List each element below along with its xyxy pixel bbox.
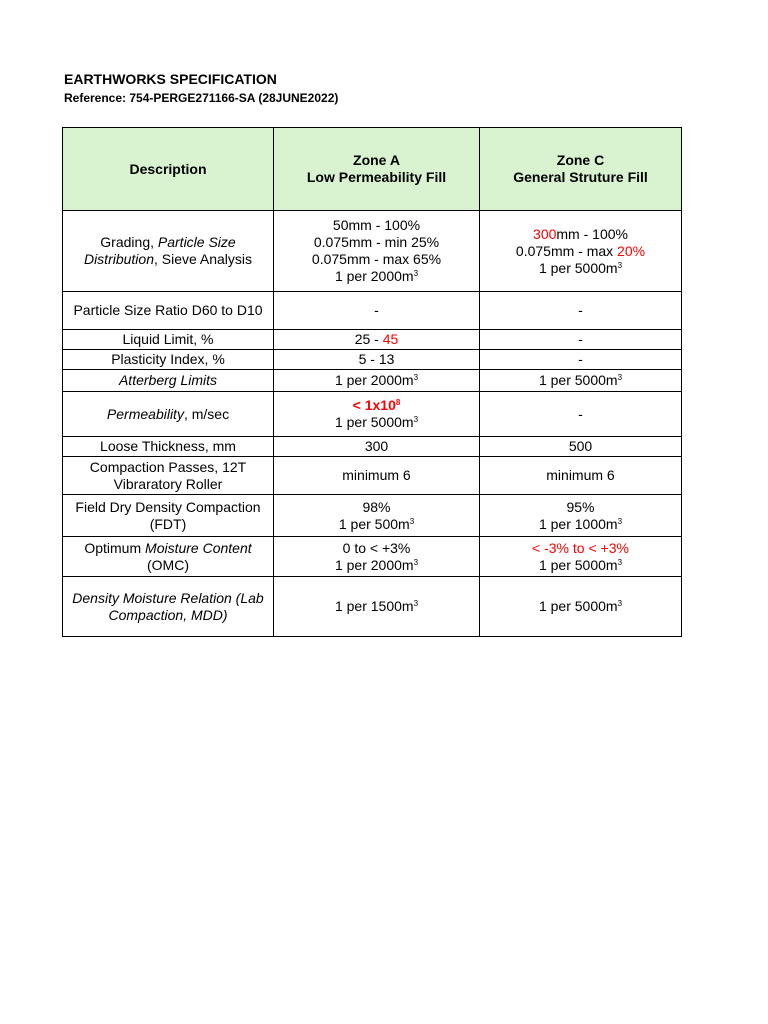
grading-desc-part4: , Sieve Analysis (153, 251, 253, 267)
table-row-grading (63, 211, 682, 292)
header-description-label: Description (129, 160, 207, 177)
table-row-omc (63, 537, 682, 577)
loose-desc: Loose Thickness, mm (100, 438, 236, 454)
ratio-zone-a: - (374, 302, 379, 318)
fdt-desc-line2: (FDT) (149, 515, 187, 532)
cell-atterberg-description (63, 370, 274, 392)
cell-omc-description (63, 537, 274, 577)
loose-zone-c: 500 (568, 438, 593, 454)
cell-loose-description (63, 437, 274, 457)
header-zone-c (480, 128, 682, 211)
table-row-ratio (63, 292, 682, 330)
cell-ratio-zone-a (274, 292, 480, 330)
mdd-desc-line1: Density Moisture Relation (Lab (72, 589, 264, 606)
compaction-desc-line2: Vibraratory Roller (113, 475, 223, 492)
grading-zone-c-max-highlight: 20% (617, 242, 646, 259)
omc-zone-a-range: 0 to < +3% (342, 539, 411, 556)
table-row-fdt (63, 495, 682, 537)
liquid-zone-a-max-highlight: 45 (382, 331, 399, 347)
grading-zone-c-line2: 0.075mm - max (515, 242, 618, 259)
cell-fdt-description (63, 495, 274, 537)
permeability-zone-a-frequency-sup: 3 (413, 415, 419, 424)
grading-desc-part3: Distribution (83, 251, 154, 267)
fdt-zone-a-frequency-sup: 3 (409, 516, 415, 526)
cell-plasticity-zone-c (480, 350, 682, 370)
grading-zone-c-line1-rest: mm - 100% (556, 225, 628, 242)
cell-omc-zone-a (274, 537, 480, 577)
cell-compaction-zone-c (480, 457, 682, 495)
plasticity-zone-c: - (578, 351, 583, 367)
fdt-zone-a-value: 98% (362, 498, 391, 515)
permeability-zone-a-frequency: 1 per 5000m (334, 414, 414, 430)
cell-plasticity-zone-a (274, 350, 480, 370)
table-header-row (63, 128, 682, 211)
cell-grading-description (63, 211, 274, 292)
header-description (63, 128, 274, 211)
cell-loose-zone-a (274, 437, 480, 457)
plasticity-zone-a: 5 - 13 (358, 351, 395, 367)
omc-zone-c-frequency-sup: 3 (617, 557, 623, 567)
cell-grading-zone-c (480, 211, 682, 292)
liquid-desc: Liquid Limit, % (122, 331, 214, 347)
plasticity-desc: Plasticity Index, % (111, 351, 225, 367)
mdd-zone-c: 1 per 5000m (538, 598, 618, 614)
loose-zone-a: 300 (364, 438, 389, 454)
table-row-loose-thickness (63, 437, 682, 457)
header-zone-a-subtitle: Low Permeability Fill (306, 169, 447, 185)
atterberg-zone-c: 1 per 5000m (538, 372, 618, 388)
document-title: EARTHWORKS SPECIFICATION (64, 71, 277, 87)
omc-desc-part2: Moisture Content (145, 539, 252, 556)
permeability-zone-a-limit: < 1x10 (352, 397, 396, 413)
grading-zone-a-line2: 0.075mm - min 25% (313, 234, 440, 250)
table-row-compaction-passes (63, 457, 682, 495)
cell-atterberg-zone-c (480, 370, 682, 392)
fdt-zone-a-frequency: 1 per 500m (338, 515, 410, 532)
cell-liquid-zone-a (274, 330, 480, 350)
atterberg-zone-a: 1 per 2000m (334, 372, 414, 388)
cell-ratio-zone-c (480, 292, 682, 330)
liquid-zone-c: - (578, 331, 583, 347)
liquid-zone-a-min: 25 - (354, 331, 383, 347)
fdt-zone-c-value: 95% (566, 498, 595, 515)
cell-ratio-description (63, 292, 274, 330)
header-zone-a (274, 128, 480, 211)
ratio-zone-c: - (578, 302, 583, 318)
cell-compaction-description (63, 457, 274, 495)
table-row-atterberg (63, 370, 682, 392)
omc-desc-part1: Optimum (84, 539, 146, 556)
cell-fdt-zone-c (480, 495, 682, 537)
cell-permeability-zone-c (480, 392, 682, 437)
cell-compaction-zone-a (274, 457, 480, 495)
cell-permeability-zone-a (274, 392, 480, 437)
grading-zone-a-line1: 50mm - 100% (332, 217, 421, 233)
grading-desc-part2: Particle Size (157, 234, 236, 250)
permeability-zone-a-limit-sup: 8 (395, 398, 401, 407)
compaction-zone-c: minimum 6 (546, 467, 615, 483)
cell-plasticity-description (63, 350, 274, 370)
grading-zone-a-frequency: 1 per 2000m (334, 268, 414, 284)
cell-liquid-description (63, 330, 274, 350)
header-zone-c-subtitle: General Struture Fill (513, 169, 648, 185)
header-zone-c-name: Zone C (556, 152, 605, 168)
cell-loose-zone-c (480, 437, 682, 457)
permeability-desc-name: Permeability (106, 405, 184, 422)
cell-liquid-zone-c (480, 330, 682, 350)
omc-desc-line2: (OMC) (147, 556, 189, 573)
mdd-zone-a: 1 per 1500m (334, 598, 414, 614)
permeability-zone-c: - (578, 405, 583, 422)
cell-permeability-description (63, 392, 274, 437)
grading-zone-c-frequency: 1 per 5000m (538, 259, 618, 276)
omc-zone-c-frequency: 1 per 5000m (538, 556, 618, 573)
mdd-desc-line2: Compaction, MDD) (108, 606, 228, 623)
header-zone-a-name: Zone A (353, 152, 400, 168)
table-row-mdd (63, 577, 682, 637)
cell-fdt-zone-a (274, 495, 480, 537)
grading-zone-c-size-highlight: 300 (533, 225, 557, 242)
mdd-zone-c-sup: 3 (617, 599, 623, 608)
atterberg-zone-a-sup: 3 (413, 373, 419, 382)
cell-mdd-description (63, 577, 274, 637)
table-row-plasticity (63, 350, 682, 370)
table-row-permeability (63, 392, 682, 437)
cell-mdd-zone-a (274, 577, 480, 637)
fdt-desc-line1: Field Dry Density Compaction (75, 498, 261, 515)
grading-desc-part1: Grading, (100, 234, 158, 250)
fdt-zone-c-frequency-sup: 3 (617, 516, 623, 526)
cell-mdd-zone-c (480, 577, 682, 637)
fdt-zone-c-frequency: 1 per 1000m (538, 515, 618, 532)
permeability-desc-unit: , m/sec (183, 405, 230, 422)
omc-zone-a-frequency: 1 per 2000m (334, 556, 414, 573)
grading-zone-a-line3: 0.075mm - max 65% (311, 251, 442, 267)
grading-zone-a-frequency-sup: 3 (413, 269, 419, 278)
atterberg-desc: Atterberg Limits (118, 372, 218, 388)
ratio-desc: Particle Size Ratio D60 to D10 (73, 302, 263, 318)
cell-omc-zone-c (480, 537, 682, 577)
atterberg-zone-c-sup: 3 (617, 373, 623, 382)
mdd-zone-a-sup: 3 (413, 599, 419, 608)
specification-table (62, 127, 682, 637)
table-row-liquid-limit (63, 330, 682, 350)
cell-atterberg-zone-a (274, 370, 480, 392)
omc-zone-c-range-highlight: < -3% to < +3% (532, 539, 629, 556)
cell-grading-zone-a (274, 211, 480, 292)
compaction-zone-a: minimum 6 (342, 467, 411, 483)
document-reference: Reference: 754-PERGE271166-SA (28JUNE2022) (64, 91, 339, 105)
omc-zone-a-frequency-sup: 3 (413, 557, 419, 567)
compaction-desc-line1: Compaction Passes, 12T (89, 458, 247, 475)
grading-zone-c-frequency-sup: 3 (617, 260, 623, 270)
